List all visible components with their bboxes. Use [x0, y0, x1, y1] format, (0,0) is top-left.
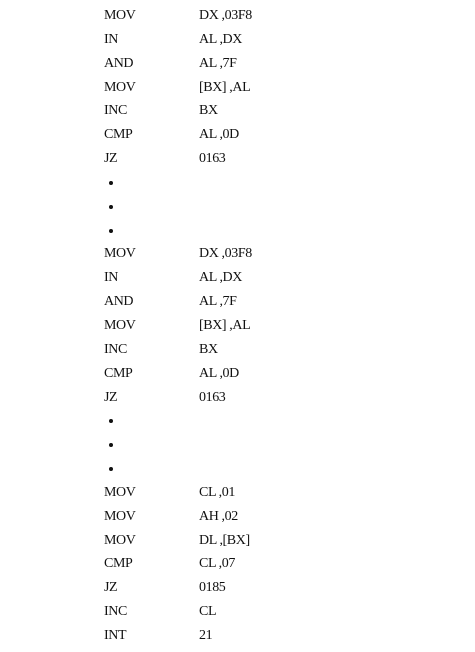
opcode: JZ: [104, 389, 118, 405]
assembly-listing: [0, 4, 475, 648]
opcode: MOV: [104, 317, 136, 333]
code-line: [0, 290, 475, 314]
operands: 0163: [199, 389, 226, 405]
ellipsis-line: [0, 195, 475, 219]
operands: AL ,DX: [199, 270, 242, 286]
opcode: MOV: [104, 8, 136, 23]
opcode: JZ: [104, 580, 118, 596]
operands: AL ,0D: [199, 127, 239, 143]
bullet-dot: [109, 205, 113, 209]
opcode: MOV: [104, 79, 136, 95]
code-line: [0, 147, 475, 171]
operands: CL ,01: [199, 484, 235, 500]
bullet-dot: [109, 229, 113, 233]
code-line: [0, 76, 475, 100]
code-line: [0, 266, 475, 290]
bullet-dot: [109, 419, 113, 423]
opcode: INC: [104, 103, 127, 119]
code-line: [0, 600, 475, 624]
operands: 0163: [199, 151, 226, 167]
operands: AL ,7F: [199, 55, 237, 71]
operands: AL ,7F: [199, 294, 237, 310]
operands: 21: [199, 627, 213, 643]
operands: DX ,03F8: [199, 8, 252, 23]
opcode: INC: [104, 341, 127, 357]
operands: [BX] ,AL: [199, 317, 251, 333]
code-line: [0, 314, 475, 338]
code-line: [0, 123, 475, 147]
operands: 0185: [199, 580, 226, 596]
opcode: JZ: [104, 151, 118, 167]
code-line: [0, 52, 475, 76]
opcode: MOV: [104, 508, 136, 524]
opcode: MOV: [104, 532, 136, 548]
opcode: AND: [104, 55, 134, 71]
code-line: [0, 242, 475, 266]
code-line: [0, 552, 475, 576]
bullet-dot: [109, 181, 113, 185]
opcode: CMP: [104, 127, 133, 143]
code-line: [0, 481, 475, 505]
opcode: INC: [104, 604, 127, 620]
code-line: [0, 529, 475, 553]
code-line: [0, 4, 475, 28]
opcode: CMP: [104, 365, 133, 381]
code-line: [0, 624, 475, 648]
operands: AH ,02: [199, 508, 238, 524]
code-line: [0, 362, 475, 386]
operands: DX ,03F8: [199, 246, 252, 262]
code-line: [0, 386, 475, 410]
opcode: AND: [104, 294, 134, 310]
opcode: MOV: [104, 246, 136, 262]
opcode: MOV: [104, 484, 136, 500]
opcode: IN: [104, 270, 118, 286]
ellipsis-line: [0, 409, 475, 433]
opcode: IN: [104, 31, 118, 47]
code-line: [0, 99, 475, 123]
operands: CL ,07: [199, 556, 235, 572]
operands: AL ,0D: [199, 365, 239, 381]
ellipsis-line: [0, 433, 475, 457]
operands: AL ,DX: [199, 31, 242, 47]
operands: BX: [199, 103, 218, 119]
ellipsis-line: [0, 171, 475, 195]
operands: [BX] ,AL: [199, 79, 251, 95]
code-line: [0, 505, 475, 529]
opcode: CMP: [104, 556, 133, 572]
ellipsis-line: [0, 219, 475, 243]
code-line: [0, 338, 475, 362]
operands: DL ,[BX]: [199, 532, 250, 548]
code-line: [0, 28, 475, 52]
ellipsis-line: [0, 457, 475, 481]
bullet-dot: [109, 443, 113, 447]
opcode: INT: [104, 627, 127, 643]
code-line: [0, 576, 475, 600]
bullet-dot: [109, 467, 113, 471]
operands: CL: [199, 604, 217, 620]
operands: BX: [199, 341, 218, 357]
